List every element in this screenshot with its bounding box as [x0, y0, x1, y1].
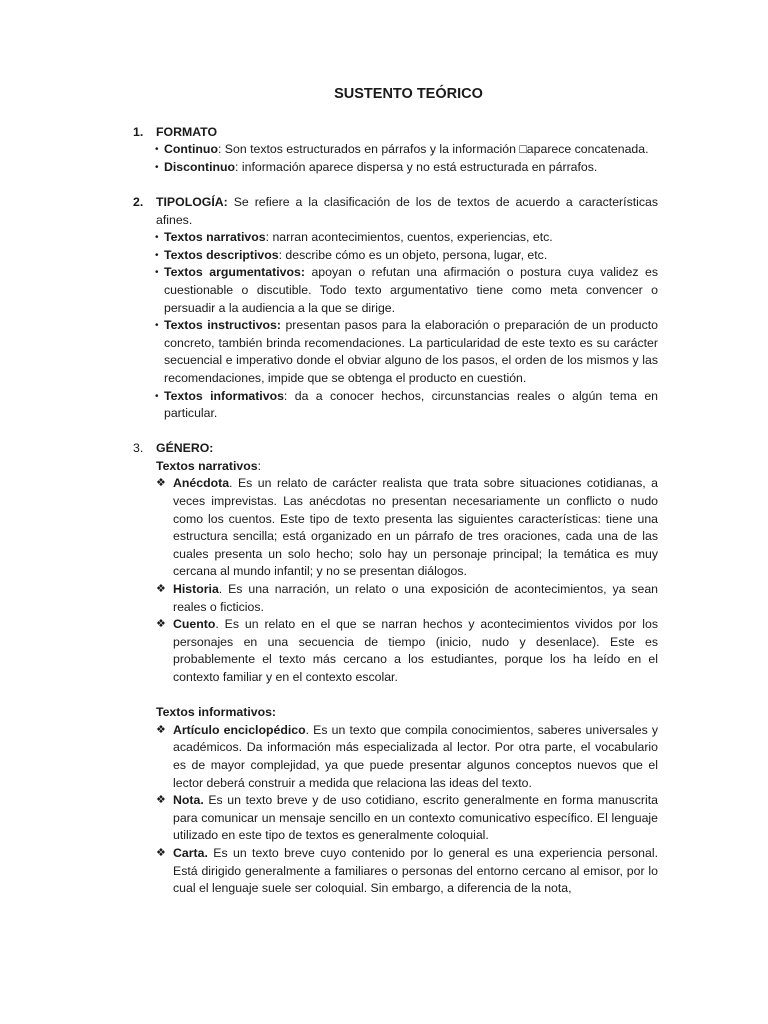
section-tipologia: [133, 194, 658, 423]
list-item: [156, 616, 658, 686]
section-number: 3.: [133, 441, 144, 456]
item-term: Textos narrativos: [164, 230, 266, 245]
list-item: [155, 317, 658, 387]
diamond-bullet-icon: ❖: [156, 794, 166, 807]
item-text: : Son textos estructurados en párrafos y la información □aparece concatenada.: [217, 142, 649, 157]
item-text: . Es un relato de carácter realista que trata sobre situaciones cotidianas, a veces imprevistas. Las anécdotas no presentan necesariamente un conflicto o nudo como los cuentos. Este tipo de texto presenta las siguientes características: tiene una estructura sencilla; está organizado en un párrafo de tres oraciones, cada una de las cuales presenta un solo hecho; solo hay un personaje principal; la temática es muy cercana al mundo infantil; y no se presentan diálogos.: [173, 476, 658, 579]
section-formato: [133, 124, 658, 177]
list-item: [155, 388, 658, 423]
item-term: Historia: [173, 582, 219, 597]
diamond-list-informativos: [133, 722, 658, 898]
list-item: [155, 141, 658, 159]
subheading-informativos: Textos informativos:: [156, 705, 277, 720]
diamond-bullet-icon: ❖: [156, 846, 166, 859]
list-item: [156, 845, 658, 898]
section-heading: FORMATO: [156, 124, 218, 139]
item-term: Continuo: [164, 142, 218, 157]
list-item: [156, 792, 658, 845]
section-intro: Se refiere a la clasificación de los de textos de acuerdo a características afines.: [156, 194, 658, 227]
item-text: . Es una narración, un relato o una exposición de acontecimientos, ya sean reales o ficticios.: [173, 582, 658, 614]
item-term: Cuento: [173, 617, 216, 632]
bullet-dot-icon: •: [155, 161, 159, 173]
bullet-dot-icon: •: [155, 267, 159, 279]
item-term: Textos argumentativos:: [164, 265, 305, 280]
item-term: Textos descriptivos: [164, 247, 279, 262]
item-text: : describe cómo es un objeto, persona, lugar, etc.: [278, 247, 548, 262]
bullet-dot-icon: •: [155, 144, 159, 156]
item-text: : narran acontecimientos, cuentos, experiencias, etc.: [265, 230, 553, 245]
bullet-dot-icon: •: [155, 320, 159, 332]
item-text: Es un texto breve y de uso cotidiano, escrito generalmente en forma manuscrita para comunicar un mensaje sencillo en un contexto comunicativo específico. El lenguaje utilizado en este tipo de textos es generalmente coloquial.: [173, 793, 658, 843]
item-text: presentan pasos para la elaboración o preparación de un producto concreto, también brinda recomendaciones. La particularidad de este texto es su carácter secuencial e imperativo donde el obviar alguno de los pasos, el orden de los mismos y las recomendaciones, impide que se obtenga el producto en cuestión.: [164, 318, 658, 385]
item-text: : información aparece dispersa y no está estructurada en párrafos.: [235, 159, 598, 174]
item-text: Es un texto breve cuyo contenido por lo general es una experiencia personal. Está dirigido generalmente a familiares o personas del entorno cercano al emisor, por lo cual el lenguaje suele ser coloquial. Sin embargo, a diferencia de la nota,: [173, 845, 658, 896]
list-item: [156, 581, 658, 616]
section-number: 1.: [133, 124, 144, 139]
bullet-dot-icon: •: [155, 390, 159, 402]
item-text: . Es un texto que compila conocimientos, saberes universales y académicos. Da información más especializada al lector. Por otra parte, el vocabulario es de mayor complejidad, ya que puede presentar algunos conceptos nuevos que el lector deberá construir a medida que relaciona las ideas del texto.: [173, 722, 659, 790]
section-heading: TIPOLOGÍA:: [156, 194, 228, 209]
diamond-list-narrativos: [133, 475, 658, 686]
section-heading: GÉNERO:: [156, 441, 214, 456]
item-term: Nota.: [173, 793, 204, 808]
bullet-list: [133, 229, 658, 423]
bullet-dot-icon: •: [155, 249, 159, 261]
bullet-list: [133, 141, 658, 176]
document-title: SUSTENTO TEÓRICO: [334, 86, 483, 102]
item-term: Textos informativos: [164, 388, 284, 403]
list-item: [156, 722, 658, 792]
diamond-bullet-icon: ❖: [156, 618, 166, 631]
item-term: Artículo enciclopédico: [173, 722, 306, 737]
list-item: [155, 229, 658, 247]
item-term: Discontinuo: [164, 159, 236, 174]
list-item: [155, 159, 658, 177]
item-text: : da a conocer hechos, circunstancias reales o algún tema en particular.: [164, 388, 658, 421]
list-item: [155, 247, 658, 265]
bullet-dot-icon: •: [155, 232, 159, 244]
list-item: [155, 264, 658, 317]
subheading-narrativos: Textos narrativos:: [156, 458, 262, 473]
diamond-bullet-icon: ❖: [156, 723, 166, 736]
item-term: Textos instructivos:: [164, 318, 281, 333]
diamond-bullet-icon: ❖: [156, 583, 166, 596]
item-term: Anécdota: [173, 476, 230, 491]
item-term: Carta.: [173, 845, 208, 860]
item-text: . Es un relato en el que se narran hechos y acontecimientos vividos por los personajes en una secuencia de tiempo (inicio, nudo y desenlace). Este es probablemente el texto más cercano a los estudiantes, porque los ha leído en el contexto familiar y en el contexto escolar.: [173, 617, 658, 684]
list-item: [156, 475, 658, 581]
section-genero: [133, 440, 658, 897]
item-text: apoyan o refutan una afirmación o postura cuya validez es cuestionable o discutible. Todo texto argumentativo tiene como meta convencer o persuadir a la audiencia a la que se dirige.: [164, 265, 658, 315]
section-number: 2.: [133, 194, 144, 209]
diamond-bullet-icon: ❖: [156, 477, 166, 490]
